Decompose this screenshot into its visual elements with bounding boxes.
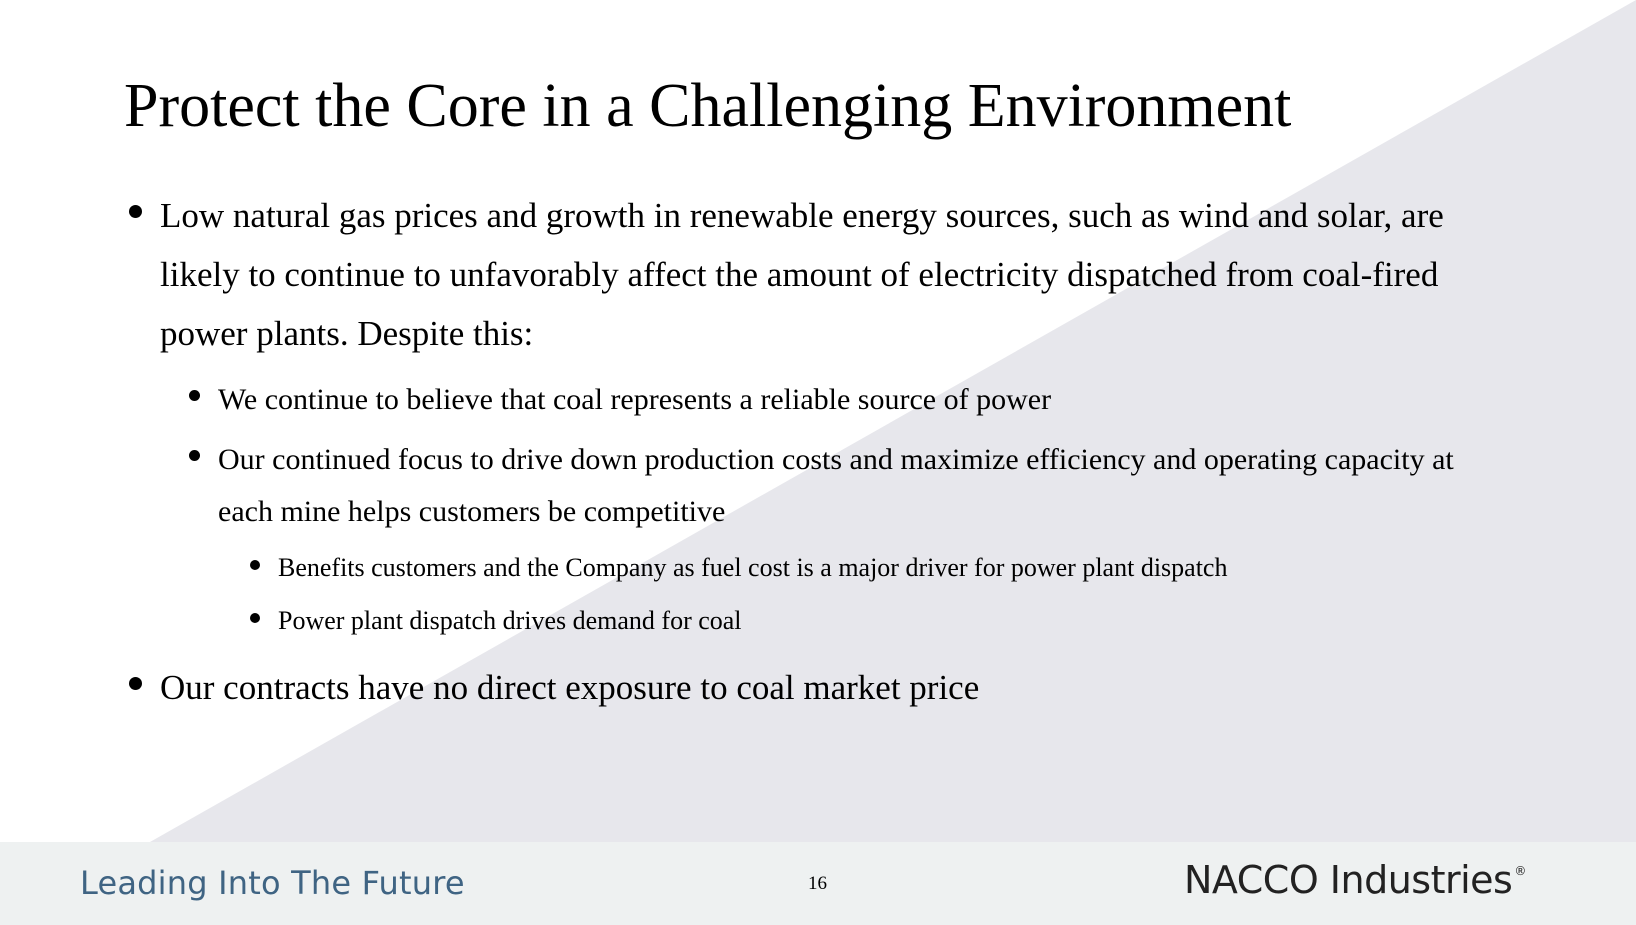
page-number: 16 — [808, 873, 827, 894]
logo-text: NACCO Industries — [1184, 858, 1513, 902]
registered-mark: ® — [1514, 864, 1526, 878]
bullet-text — [160, 186, 1444, 363]
footer-band — [0, 842, 1636, 925]
bullet-dot — [129, 677, 142, 690]
bullet-text — [160, 658, 979, 717]
bullet-dot — [129, 205, 142, 218]
bullet-dot — [250, 613, 260, 623]
bullet-text — [218, 374, 1051, 426]
bullet-line: each mine helps customers be competitive — [218, 495, 726, 528]
bullet-line: power plants. Despite this: — [160, 314, 534, 353]
bullet-line: Our contracts have no direct exposure to coal market price — [160, 668, 980, 707]
bullet-line: Benefits customers and the Company as fuel cost is a major driver for power plant dispatch — [278, 553, 1228, 582]
bullet-text — [278, 546, 1227, 590]
bullet-line: likely to continue to unfavorably affect the amount of electricity dispatched from coal-fired — [160, 255, 1439, 294]
slide-title: Protect the Core in a Challenging Environment — [124, 72, 1292, 140]
bullet-dot — [189, 450, 200, 461]
footer-tagline: Leading Into The Future — [80, 864, 465, 902]
bullet-line: Our continued focus to drive down production costs and maximize efficiency and operating capacity at — [218, 443, 1454, 476]
bullet-line: Power plant dispatch drives demand for coal — [278, 606, 742, 635]
bullet-line: We continue to believe that coal represents a reliable source of power — [218, 383, 1052, 416]
bullet-text — [278, 599, 742, 643]
bullet-text — [218, 434, 1454, 538]
bullet-dot — [189, 390, 200, 401]
company-logo — [1184, 858, 1526, 902]
bullet-line: Low natural gas prices and growth in renewable energy sources, such as wind and solar, are — [160, 196, 1444, 235]
bullet-dot — [250, 560, 260, 570]
